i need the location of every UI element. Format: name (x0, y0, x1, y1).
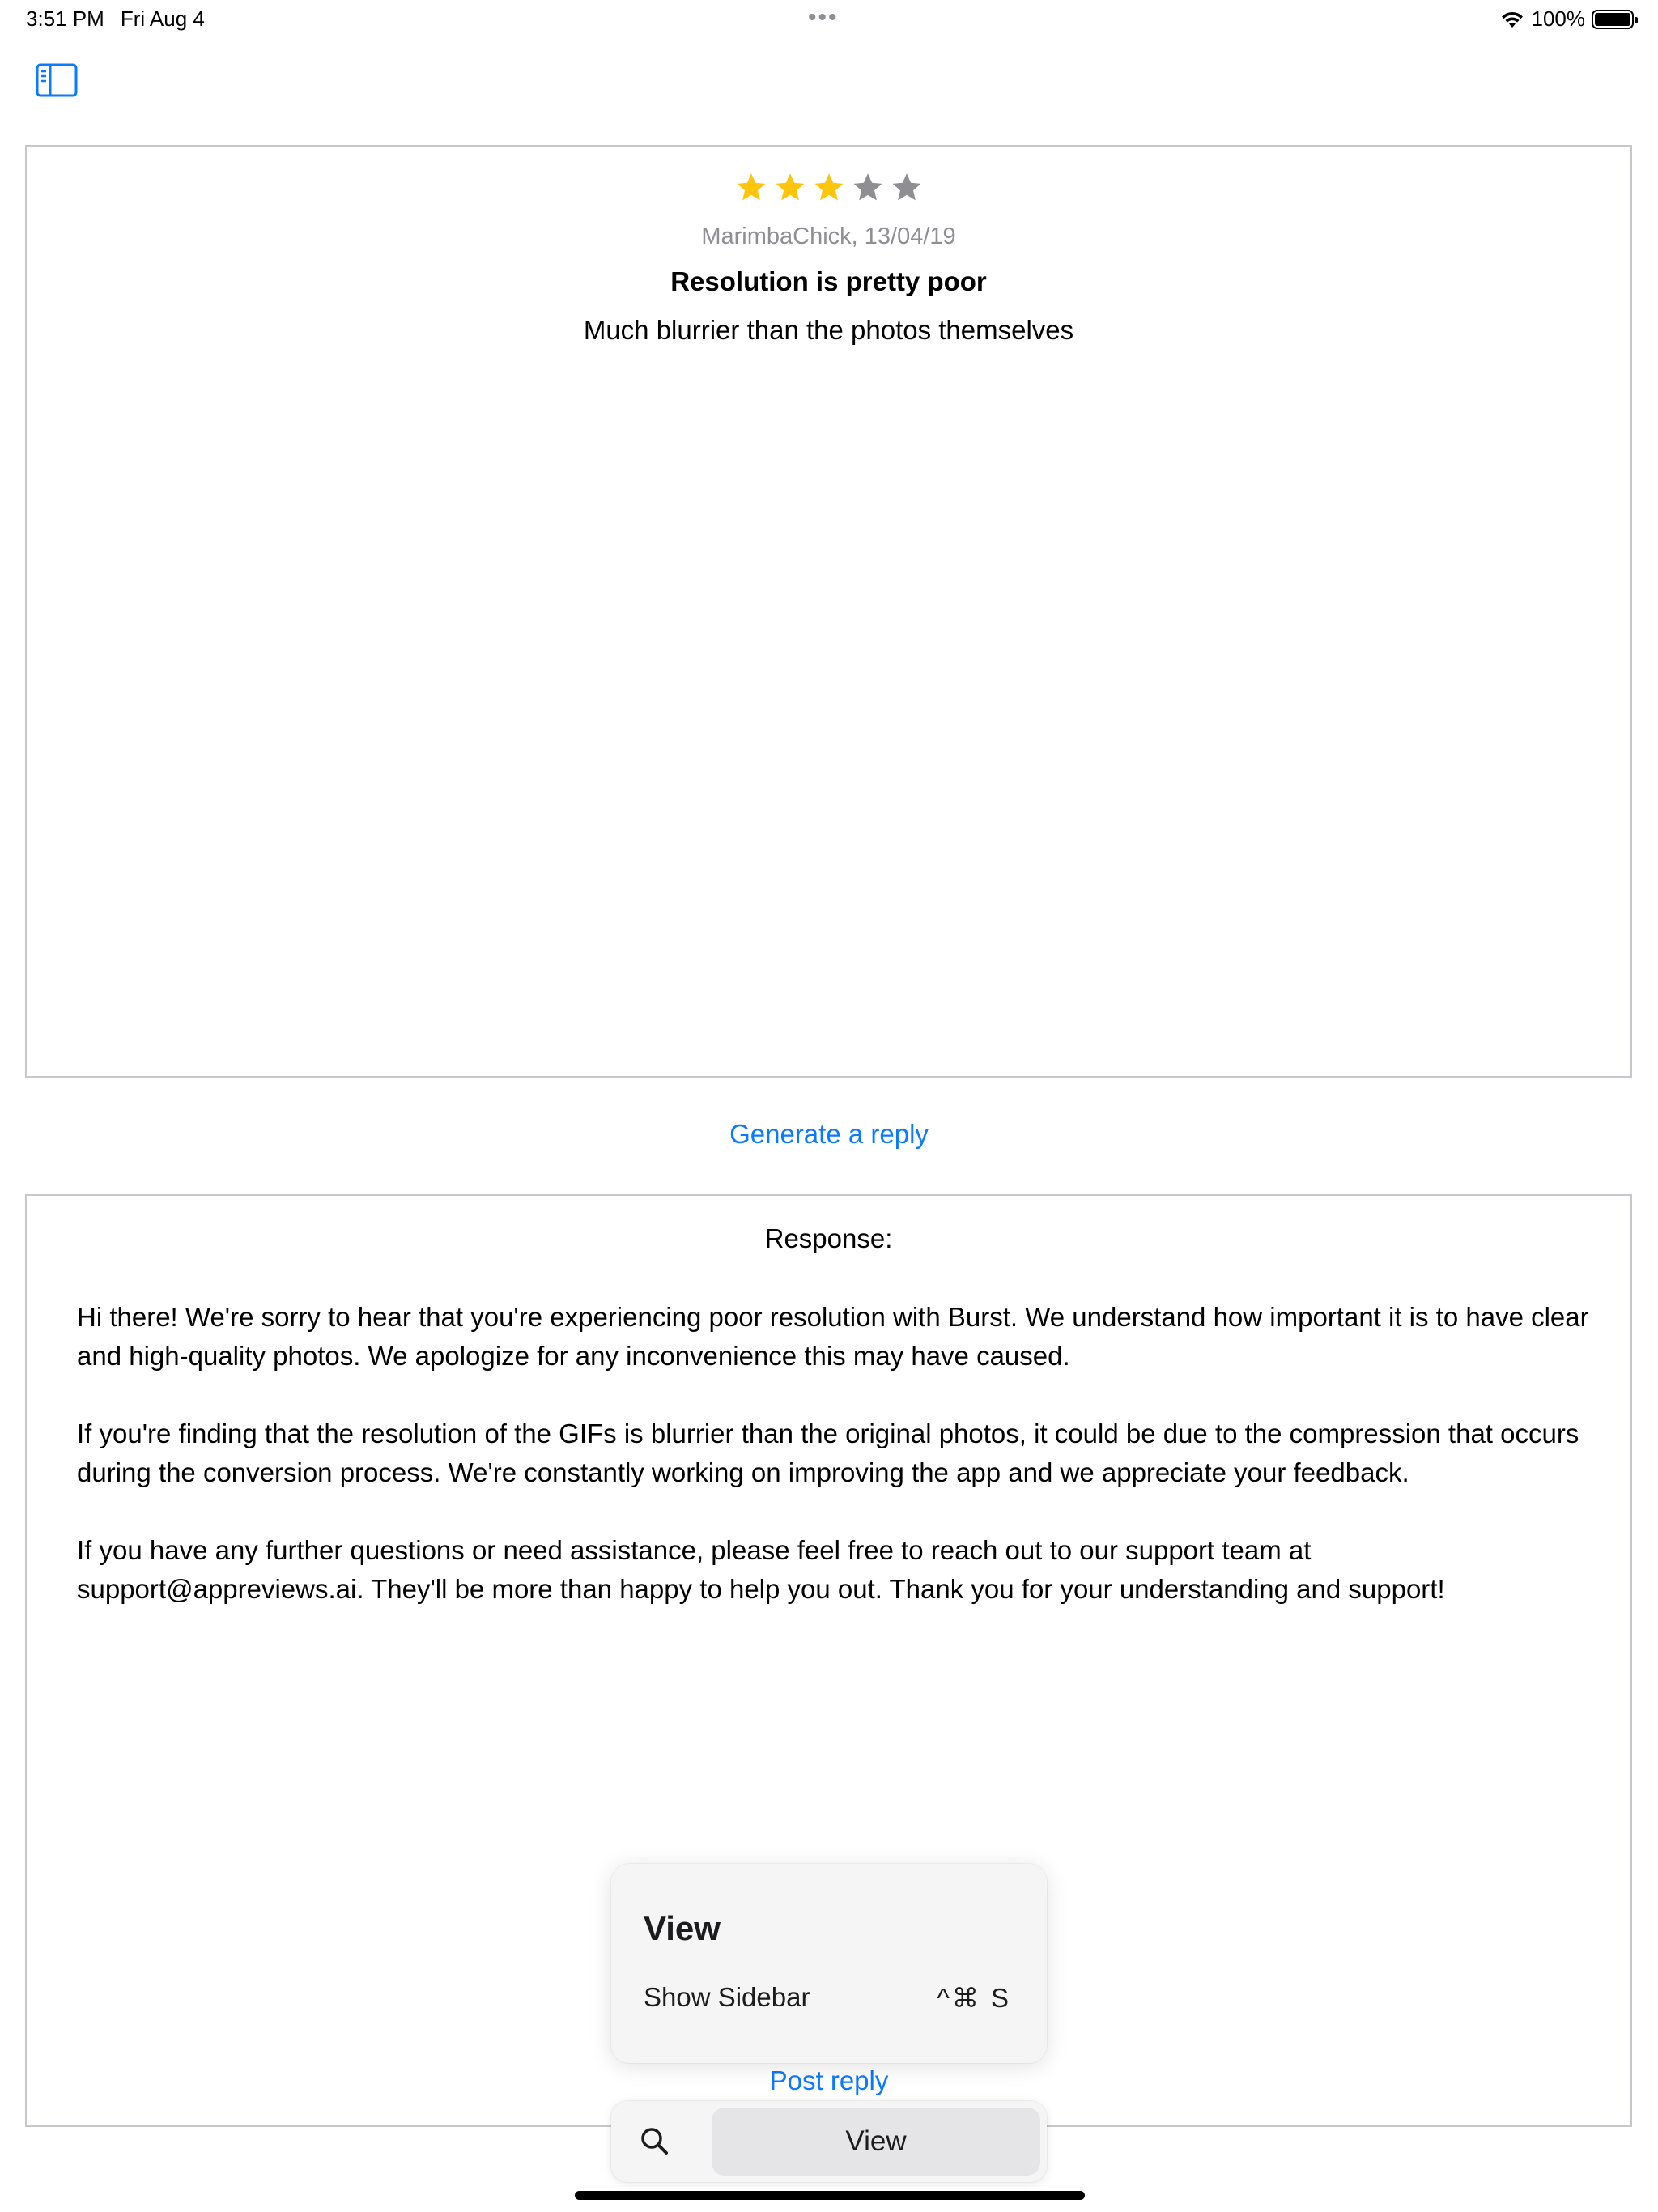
review-author-date: MarimbaChick, 13/04/19 (701, 223, 956, 249)
star-empty-icon (890, 171, 924, 205)
bottom-toolbar (611, 2101, 1047, 2182)
response-paragraph: If you have any further questions or need assistance, please feel free to reach out to our support team at support@appreviews.ai. They'll be more than happy to help you out. Thank you for your understanding and support! (77, 1535, 1445, 1604)
menu-title: View (644, 1909, 721, 1947)
battery-icon (1592, 10, 1634, 29)
star-filled-icon (734, 171, 768, 205)
home-indicator[interactable] (575, 2191, 1085, 2200)
star-filled-icon (812, 171, 846, 205)
review-body: Much blurrier than the photos themselves (583, 315, 1074, 345)
multitasking-dots[interactable]: ••• (808, 4, 839, 31)
star-empty-icon (851, 171, 885, 205)
battery-level (1595, 13, 1630, 26)
sidebar-toggle-icon[interactable] (36, 63, 78, 97)
wifi-icon (1499, 10, 1525, 29)
response-label: Response: (764, 1223, 893, 1253)
generate-reply-button[interactable]: Generate a reply (729, 1119, 929, 1149)
status-indicators (1499, 6, 1635, 32)
status-clock: 3:51 PM (26, 6, 104, 31)
view-menu-button[interactable]: View (712, 2108, 1040, 2176)
review-card (25, 145, 1632, 1078)
star-filled-icon (773, 171, 807, 205)
battery-cap (1635, 17, 1638, 23)
menu-item-label: Show Sidebar (644, 1982, 810, 2012)
review-title: Resolution is pretty poor (670, 266, 987, 296)
status-time (26, 6, 205, 32)
status-date: Fri Aug 4 (120, 6, 205, 31)
view-menu-popover (611, 1864, 1047, 2063)
search-icon[interactable] (637, 2124, 673, 2159)
battery-percent: 100% (1531, 6, 1585, 31)
star-rating (27, 171, 1630, 205)
response-text[interactable] (77, 1298, 1599, 1648)
post-reply-button[interactable]: Post reply (769, 2065, 889, 2095)
menu-item-shortcut: ^⌘ S (937, 1983, 1011, 2013)
response-paragraph: If you're finding that the resolution of the GIFs is blurrier than the original photos, it could be due to the compression that occurs during the conversion process. We're constantly working on improving the app and we appreciate your feedback. (77, 1419, 1579, 1487)
menu-item-show-sidebar[interactable] (611, 1969, 1047, 2026)
response-paragraph: Hi there! We're sorry to hear that you're experiencing poor resolution with Burst. We understand how important it is to have clear and high-quality photos. We apologize for any inconvenience this may have caused. (77, 1302, 1589, 1371)
